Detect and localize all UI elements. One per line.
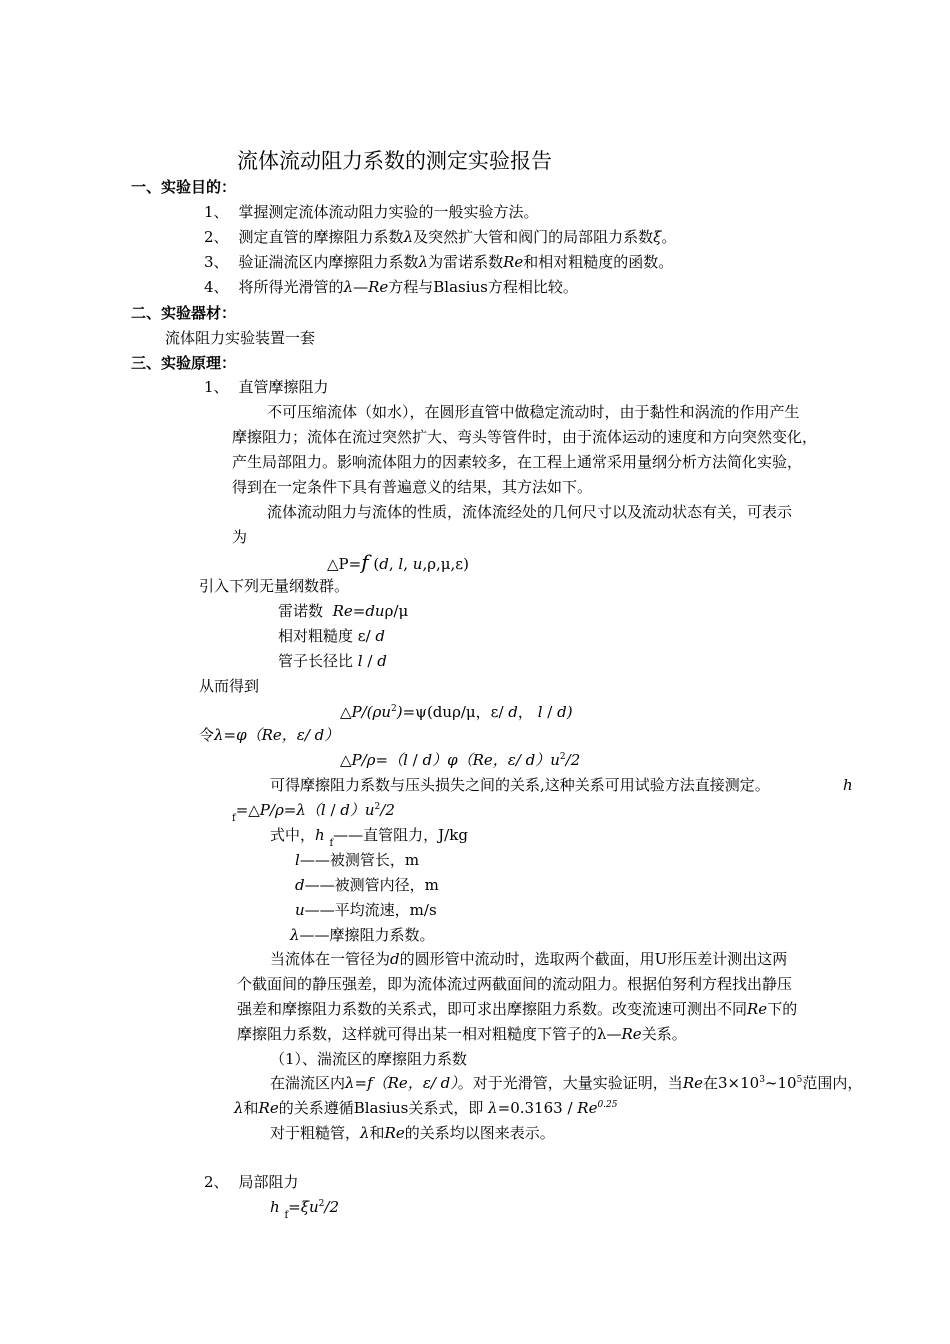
paragraph-line: 对于粗糙管，λ和Re的关系均以图来表示。 xyxy=(270,1124,555,1142)
paragraph-line: 可得摩擦阻力系数与压头损失之间的关系,这种关系可用试验方法直接测定。 xyxy=(270,776,770,794)
dimensionless-group: 相对粗糙度 ε/ d xyxy=(278,627,386,645)
variable-definition: d——被测管内径，m xyxy=(295,876,439,894)
section-heading-principle: 三、实验原理： xyxy=(131,354,237,372)
equation: △P/ρ=（l / d）φ（Re，ε/ $d)u^2/2$ xyxy=(340,751,581,769)
paragraph-line: 式中，h $_f$——直管阻力，J/kg xyxy=(270,826,468,849)
purpose-item: 1、 掌握测定流体流动阻力实验的一般实验方法。 xyxy=(204,203,539,221)
paragraph-line: 产生局部阻力。影响流体阻力的因素较多，在工程上通常采用量纲分析方法简化实验， xyxy=(232,453,803,471)
paragraph-line: 在湍流区内λ=f（Re，ε/ d）。对于光滑管，大量实验证明，当Re在$3\times 10^3\sim 10^5$范围内， xyxy=(270,1074,863,1092)
equation: △P=f (d, l, u,ρ,μ,ε) xyxy=(327,550,469,574)
paragraph-line: 流体流动阻力与流体的性质，流体流经处的几何尺寸以及流动状态有关，可表示 xyxy=(267,503,793,521)
equation: h $_f=\xi u^2/2$ xyxy=(270,1198,339,1221)
paragraph-line: 摩擦阻力；流体在流过突然扩大、弯头等管件时，由于流体运动的速度和方向突然变化， xyxy=(232,428,818,446)
variable-definition: λ——摩擦阻力系数。 xyxy=(290,926,435,944)
paragraph-line: 当流体在一管径为d的圆形管中流动时，选取两个截面，用U形压差计测出这两 xyxy=(270,950,788,968)
purpose-item: 3、 验证湍流区内摩擦阻力系数λ为雷诺系数Re和相对粗糙度的函数。 xyxy=(204,253,674,271)
paragraph-line: 个截面间的静压强差，即为流体流过两截面间的流动阻力。根据伯努利方程找出静压 xyxy=(237,975,793,993)
paragraph-line: 摩擦阻力系数，这样就可得出某一相对粗糙度下管子的λ—Re关系。 xyxy=(237,1025,687,1043)
equipment-text: 流体阻力实验装置一套 xyxy=(165,329,316,347)
paragraph-line: 令λ=φ（Re，ε/ d） xyxy=(199,726,340,744)
variable-definition: l——被测管长，m xyxy=(295,851,420,869)
paragraph-line: λ和Re的关系遵循Blasius关系式，即 $\lambda=0.3163 / Re^{0.25}$ xyxy=(234,1099,618,1117)
equation: $\triangle P/(\rho u^2)=\psi(du\rho/\mu$，ε/ d， l / d) xyxy=(340,703,573,721)
paragraph-line: 强差和摩擦阻力系数的关系式，即可求出摩擦阻力系数。改变流速可测出不同Re下的 xyxy=(237,1000,798,1018)
subsection-heading: 2、 局部阻力 xyxy=(204,1173,299,1191)
paragraph-line: 从而得到 xyxy=(199,677,260,695)
paragraph-line: 为 xyxy=(232,528,248,546)
purpose-item: 2、 测定直管的摩擦阻力系数λ及突然扩大管和阀门的局部阻力系数ξ。 xyxy=(204,228,677,246)
dimensionless-group: 管子长径比 l / d xyxy=(278,652,387,670)
paragraph-line: 得到在一定条件下具有普遍意义的结果，其方法如下。 xyxy=(232,478,593,496)
paragraph-line: 引入下列无量纲数群。 xyxy=(199,577,350,595)
purpose-item: 4、 将所得光滑管的λ—Re方程与Blasius方程相比较。 xyxy=(204,278,578,296)
dimensionless-group: 雷诺数 Re=duρ/μ xyxy=(278,602,409,620)
subsection-heading: 1、 直管摩擦阻力 xyxy=(204,378,329,396)
section-heading-purpose: 一、实验目的： xyxy=(131,178,237,196)
paragraph-line: 不可压缩流体（如水），在圆形直管中做稳定流动时，由于黏性和涡流的作用产生 xyxy=(267,403,800,421)
equation: $_f$=△P/ρ=λ（l / $d)u^2/2$ xyxy=(232,801,395,824)
section-heading-equipment: 二、实验器材： xyxy=(131,304,237,322)
equation-symbol: h xyxy=(843,776,853,794)
variable-definition: u——平均流速，m/s xyxy=(295,901,437,919)
subsection-heading: （1）、湍流区的摩擦阻力系数 xyxy=(270,1050,468,1068)
page-title: 流体流动阻力系数的测定实验报告 xyxy=(237,149,552,173)
